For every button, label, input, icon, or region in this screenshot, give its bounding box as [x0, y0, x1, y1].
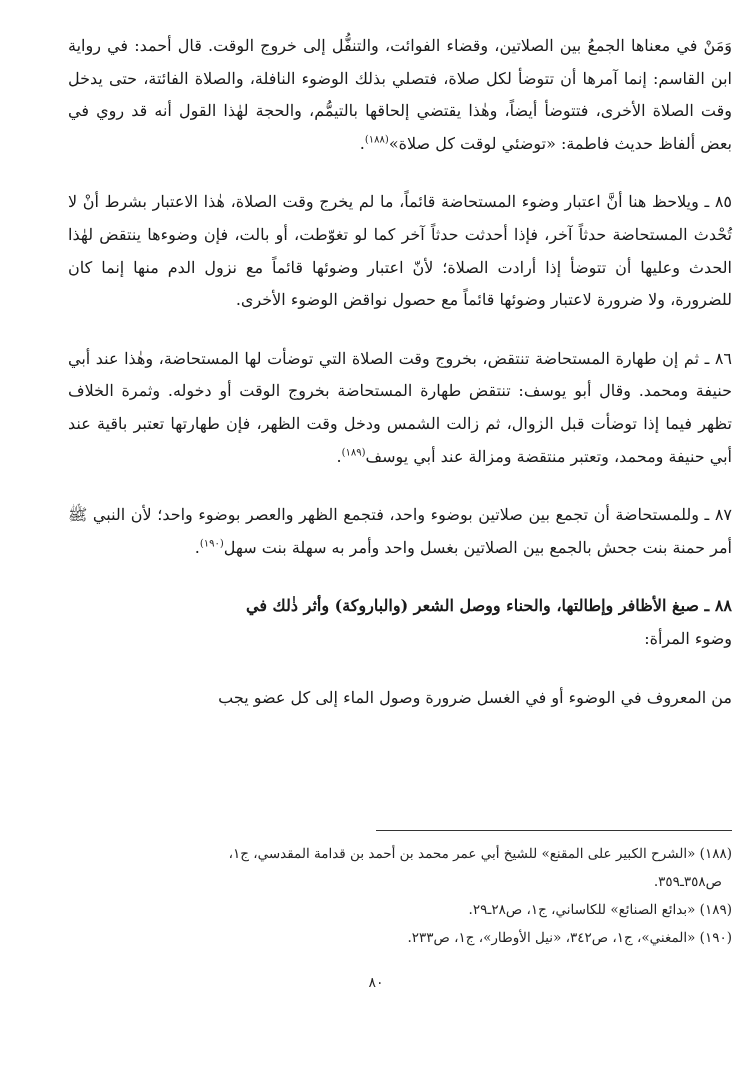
paragraph-text: ٨٧ ـ وللمستحاضة أن تجمع بين صلاتين بوضوء واحد، فتجمع الظهر والعصر بوضوء واحد؛ لأن النبي ﷺ أمر حمنة بنت جحش بالجمع بين الصلاتين بغسل واحد وأمر به سهلة بنت سهل [68, 505, 732, 557]
paragraph-end: . [359, 133, 365, 153]
page-number: ٨٠ [368, 975, 384, 991]
footnote-190: (١٩٠) «المغني»، ج١، ص٣٤٢، «نيل الأوطار»، ج١، ص٢٣٣. [407, 930, 732, 946]
section-heading-88 [68, 590, 732, 655]
footnote-189: (١٨٩) «بدائع الصنائع» للكاساني، ج١، ص٢٨ـ٢٩. [468, 902, 732, 918]
footnote-188-continuation: ص٣٥٨ـ٣٥٩. [653, 874, 722, 890]
paragraph-text: ٨٦ ـ ثم إن طهارة المستحاضة تنتقض، بخروج وقت الصلاة التي توضأت لها المستحاضة، وهٰذا عند أبي حنيفة ومحمد. وقال أبو يوسف: تنتقض طهارة المستحاضة بخروج الوقت أو دخوله. وثمرة الخلاف تظهر فيما إذا توضأت قبل الزوال، ثم زالت الشمس ودخل وقت الظهر، فإن طهارتها تعتبر باقية عند أبي حنيفة ومحمد، وتعتبر منتقضة ومزالة عند أبي يوسف [68, 348, 732, 466]
paragraph-88-start [68, 682, 732, 715]
paragraph-text: وَمَنْ في معناها الجمعُ بين الصلاتين، وقضاء الفوائت، والتنفُّل إلى خروج الوقت. قال أحمد: في رواية ابن القاسم: إنما آمرها أن تتوضأ لكل صلاة، فتصلي بذلك الوضوء النافلة، والصلاة الفائتة، حتى يدخل وقت الصلاة الأخرى، فتتوضأ أيضاً، وهٰذا يقتضي إلحاقها بالتيمُّم، والحجة لهٰذا القول أنه قد روي في بعض ألفاظ حديث فاطمة: «توضئي لوقت كل صلاة» [68, 36, 732, 153]
paragraph-86 [68, 343, 732, 473]
footnote-188: (١٨٨) «الشرح الكبير على المقنع» للشيخ أبي عمر محمد بن أحمد بن قدامة المقدسي، ج١، [228, 846, 732, 862]
heading-continuation: وضوء المرأة: [644, 628, 732, 648]
footnote-ref-188[interactable]: (١٨٨) [364, 134, 389, 146]
footnotes [68, 840, 732, 952]
main-text [68, 30, 732, 714]
heading-title: ٨٨ ـ صبغ الأظافر وإطالتها، والحناء ووصل الشعر (والباروكة) وأثر ذٰلك في [246, 596, 732, 616]
footnote-separator [376, 830, 732, 831]
paragraph-text: من المعروف في الوضوء أو في الغسل ضرورة وصول الماء إلى كل عضو يجب [218, 687, 732, 707]
paragraph-87 [68, 499, 732, 564]
paragraph-text: ٨٥ ـ ويلاحظ هنا أنَّ اعتبار وضوء المستحاضة قائماً، ما لم يخرج وقت الصلاة، هٰذا الاعتبار بشرط أنْ لا تُحْدث المستحاضة حدثاً آخر، فإذا أحدثت حدثاً آخر كما لو تغوّطت، أو بالت، فإن وضوءها ينتقض لهٰذا الحدث وعليها أن تتوضأ إذا أرادت الصلاة؛ لأنّ اعتبار وضوئها قائماً مع نزول الدم منها إنما كان للضرورة، ولا ضرورة لاعتبار وضوئها قائماً مع حصول نواقض الوضوء الأخرى. [68, 192, 732, 310]
paragraph-end: . [194, 537, 200, 557]
paragraph-85 [68, 186, 732, 316]
footnote-ref-189[interactable]: (١٨٩) [341, 447, 366, 459]
paragraph-end: . [336, 446, 342, 466]
paragraph-continuation [68, 30, 732, 160]
footnote-ref-190[interactable]: (١٩٠) [199, 538, 224, 550]
